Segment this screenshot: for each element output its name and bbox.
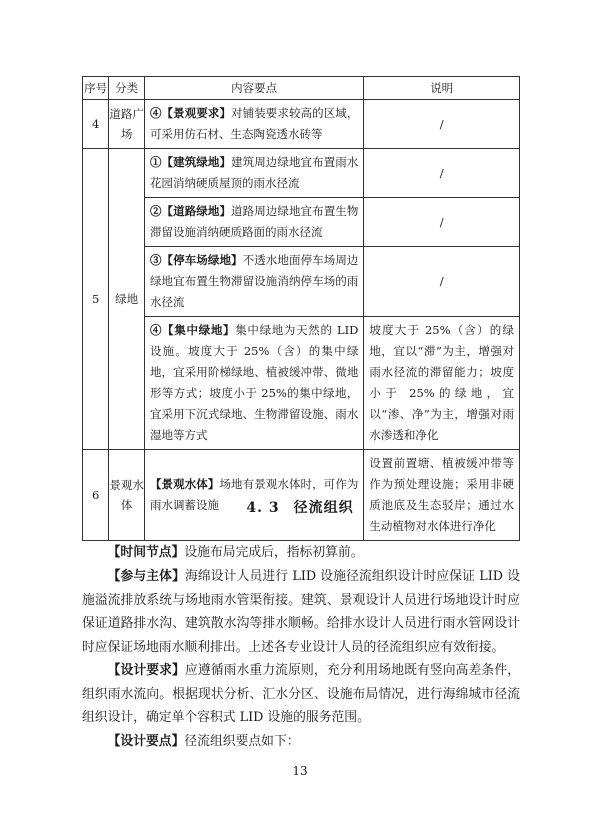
item-tag: 【景观水体】 bbox=[149, 477, 220, 491]
row-category: 绿地 bbox=[109, 149, 145, 450]
paragraph-design-requirements bbox=[82, 659, 520, 730]
table-header-row bbox=[83, 77, 520, 100]
item-tag: ④【集中绿地】 bbox=[149, 323, 236, 337]
content-cell bbox=[144, 100, 363, 149]
item-text: 场地有景观水体时，可作为雨水调蓄设施 bbox=[149, 477, 359, 512]
row-category: 景观水体 bbox=[109, 450, 145, 541]
paragraph-tag: 【设计要求】 bbox=[107, 663, 185, 678]
paragraph-tag: 【设计要点】 bbox=[107, 734, 185, 749]
item-tag: ①【建筑绿地】 bbox=[149, 155, 232, 169]
paragraph-text: 设施布局完成后，指标初算前。 bbox=[184, 545, 364, 560]
item-text: 不透水地面停车场周边绿地宜布置生物滞留设施消纳停车场的雨水径流 bbox=[149, 253, 359, 309]
item-text: 建筑周边绿地宜布置雨水花园消纳硬质屋顶的雨水径流 bbox=[149, 155, 359, 190]
content-cell bbox=[144, 198, 363, 247]
paragraph-time-node bbox=[82, 541, 520, 565]
paragraph-participants bbox=[82, 565, 520, 659]
content-cell bbox=[144, 450, 363, 541]
page-number: 13 bbox=[292, 764, 308, 778]
paragraph-tag: 【时间节点】 bbox=[107, 545, 185, 560]
note-cell: / bbox=[364, 247, 520, 317]
item-text: 集中绿地为天然的 LID 设施。坡度大于 25%（含）的集中绿地，宜采用阶梯绿地、植被缓冲带、微地形等方式；坡度小于 25%的集中绿地，宜采用下沉式绿地、生物滞留设施、雨水湿地等方式 bbox=[149, 323, 359, 442]
header-content: 内容要点 bbox=[144, 77, 363, 100]
paragraph-design-points bbox=[82, 730, 520, 754]
spec-table bbox=[82, 76, 520, 541]
paragraph-text: 应遵循雨水重力流原则，充分利用场地既有竖向高差条件，组织雨水流向。根据现状分析、汇水分区、设施布局情况，进行海绵城市径流组织设计，确定单个容积式 LID 设施的服务范围。 bbox=[82, 663, 520, 725]
table-row bbox=[83, 450, 520, 541]
note-cell: 设置前置塘、植被缓冲带等作为预处理设施；采用非硬质池底及生态驳岸；通过水生动植物对水体进行净化 bbox=[364, 450, 520, 541]
content-cell bbox=[144, 149, 363, 198]
paragraph-text: 海绵设计人员进行 LID 设施径流组织设计时应保证 LID 设施溢流排放系统与场地雨水管渠衔接。建筑、景观设计人员进行场地设计时应保证道路排水沟、建筑散水沟等排水顺畅。给排水设计人员进行雨水管网设计时应保证场地雨水顺利排出。上述各专业设计人员的径流组织应有效衔接。 bbox=[82, 569, 521, 655]
note-cell: / bbox=[364, 100, 520, 149]
content-cell bbox=[144, 247, 363, 317]
paragraph-text: 径流组织要点如下： bbox=[184, 734, 300, 749]
row-number: 4 bbox=[83, 100, 109, 149]
table-row bbox=[83, 100, 520, 149]
note-cell: / bbox=[364, 149, 520, 198]
section-number: 4. 3 bbox=[246, 500, 280, 516]
item-text: 道路周边绿地宜布置生物滞留设施消纳硬质路面的雨水径流 bbox=[149, 204, 359, 239]
header-note: 说明 bbox=[364, 77, 520, 100]
row-number: 5 bbox=[83, 149, 109, 450]
table-row bbox=[83, 198, 520, 247]
item-tag: ③【停车场绿地】 bbox=[149, 253, 243, 267]
item-text: 对铺装要求较高的区域，可采用仿石材、生态陶瓷透水砖等 bbox=[149, 106, 359, 141]
paragraph-tag: 【参与主体】 bbox=[107, 569, 185, 584]
section-title: 径流组织 bbox=[293, 500, 354, 516]
note-cell: 坡度大于 25%（含）的绿地，宜以“滞”为主，增强对雨水径流的滞留能力；坡度小于 25%的绿地，宜以“渗、净”为主，增强对雨水渗透和净化 bbox=[364, 317, 520, 450]
item-tag: ④【景观要求】 bbox=[149, 106, 232, 120]
row-category: 道路广场 bbox=[109, 100, 145, 149]
item-tag: ②【道路绿地】 bbox=[149, 204, 232, 218]
table-row bbox=[83, 149, 520, 198]
table-row bbox=[83, 247, 520, 317]
header-no: 序号 bbox=[83, 77, 109, 100]
row-number: 6 bbox=[83, 450, 109, 541]
note-cell: / bbox=[364, 198, 520, 247]
table-row bbox=[83, 317, 520, 450]
content-cell bbox=[144, 317, 363, 450]
header-category: 分类 bbox=[109, 77, 145, 100]
section-heading bbox=[0, 497, 600, 517]
